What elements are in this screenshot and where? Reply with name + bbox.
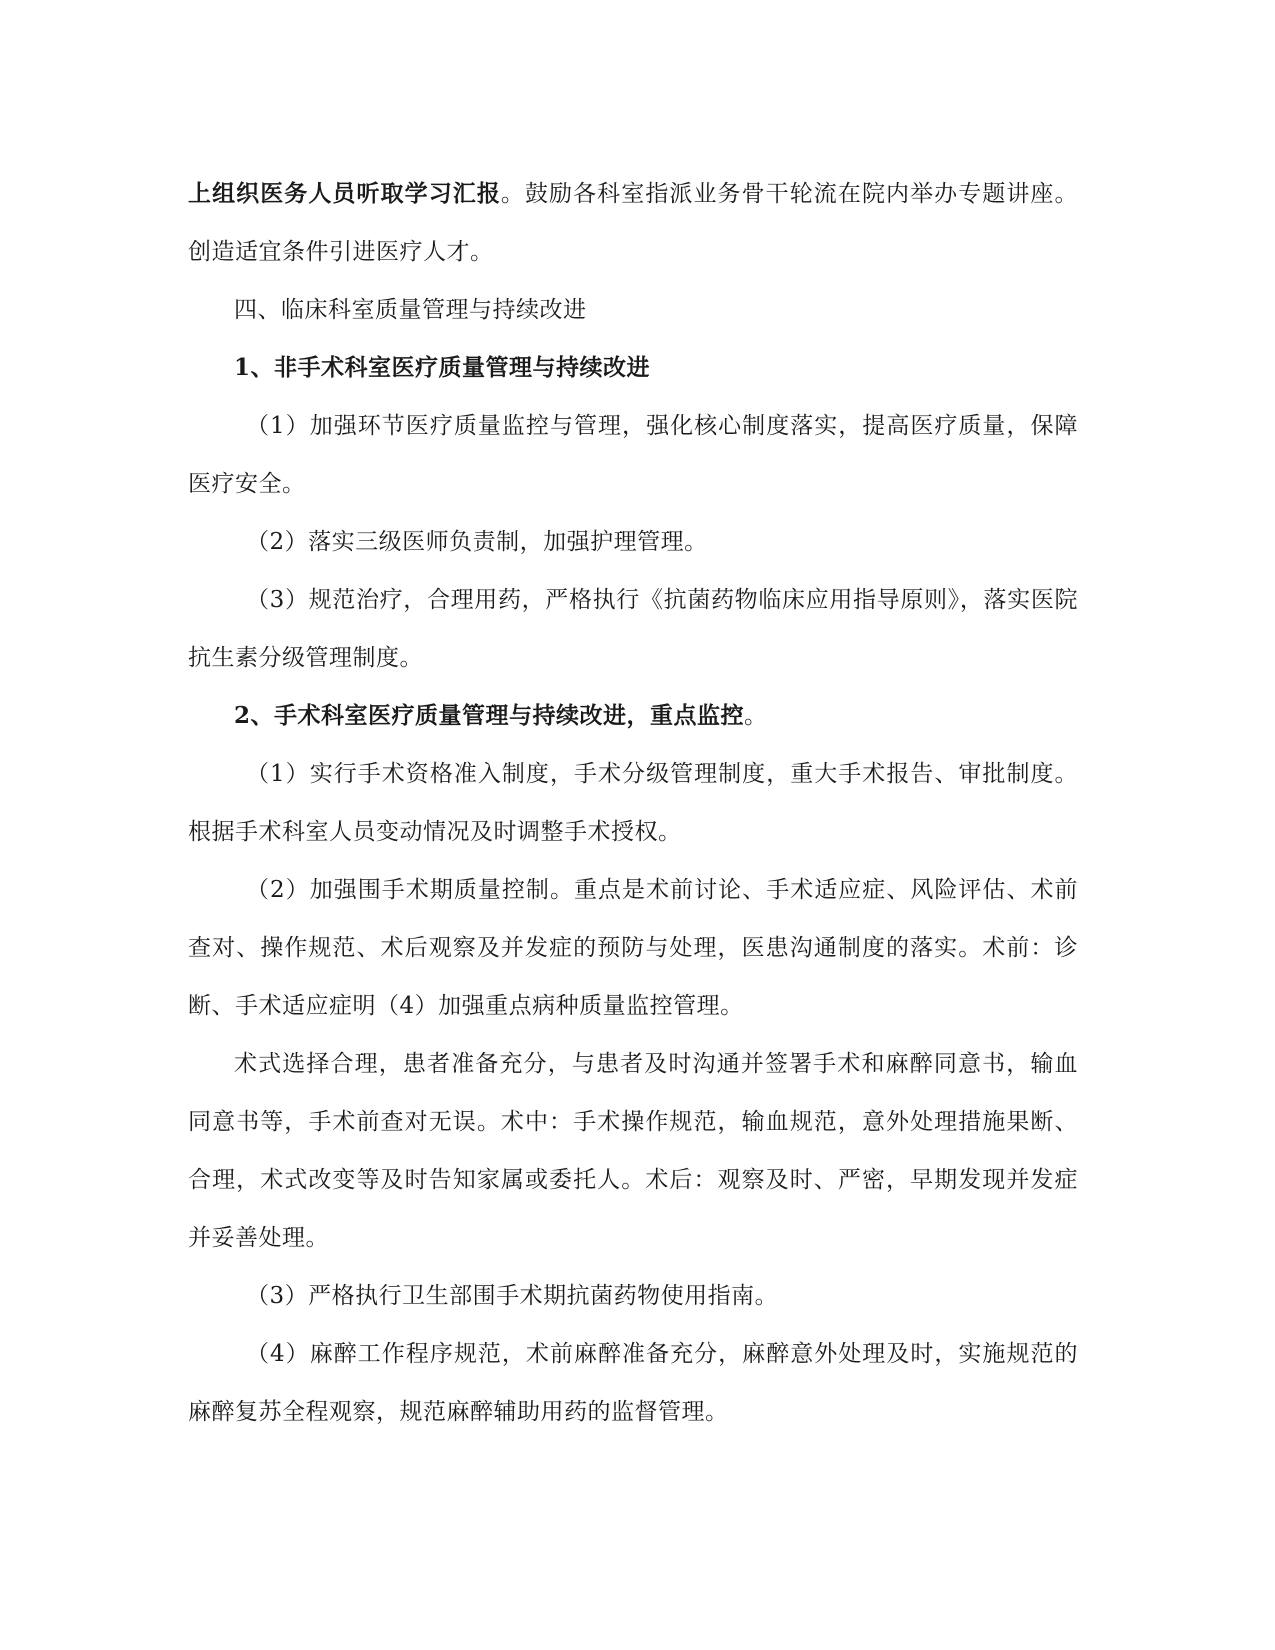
paragraph-text: （1）加强环节医疗质量监控与管理，强化核心制度落实，提高医疗质量，保障医疗安全。: [188, 413, 1078, 497]
paragraph-item-2: [188, 513, 1078, 571]
paragraph-text: 术式选择合理，患者准备充分，与患者及时沟通并签署手术和麻醉同意书，输血同意书等，手术前查对无误。术中：手术操作规范，输血规范，意外处理措施果断、合理，术式改变等及时告知家属或委托人。术后：观察及时、严密，早期发现并发症并妥善处理。: [188, 1051, 1078, 1251]
paragraph-item-3: [188, 571, 1078, 687]
paragraph-text: （1）实行手术资格准入制度，手术分级管理制度，重大手术报告、审批制度。根据手术科室人员变动情况及时调整手术授权。: [188, 761, 1078, 845]
paragraph-text: 。鼓励各科室指派业务骨干轮流在院内举办专题讲座。创造适宜条件引进医疗人才。: [188, 181, 1079, 265]
paragraph-study-report: [188, 165, 1078, 281]
subheading-text: 2、手术科室医疗质量管理与持续改进，重点监控: [234, 702, 745, 729]
paragraph-surgical-item-1: [188, 745, 1078, 861]
paragraph-surgical-item-4: [188, 1325, 1078, 1441]
paragraph-text: （2）落实三级医师负责制，加强护理管理。: [246, 529, 708, 555]
paragraph-text: （3）规范治疗，合理用药，严格执行《抗菌药物临床应用指导原则》，落实医院抗生素分级管理制度。: [188, 587, 1078, 671]
subheading-non-surgical: [188, 339, 1078, 397]
paragraph-surgical-item-3: [188, 1267, 1078, 1325]
paragraph-surgical-procedure: [188, 1035, 1078, 1267]
paragraph-text: （4）麻醉工作程序规范，术前麻醉准备充分，麻醉意外处理及时，实施规范的麻醉复苏全程观察，规范麻醉辅助用药的监督管理。: [188, 1341, 1078, 1425]
paragraph-item-1: [188, 397, 1078, 513]
paragraph-text: （3）严格执行卫生部围手术期抗菌药物使用指南。: [246, 1283, 779, 1309]
subheading-trailing-punctuation: 。: [744, 703, 768, 729]
section-heading-clinical-quality: [188, 281, 1078, 339]
subheading-surgical: [188, 687, 1078, 745]
subheading-text: 1、非手术科室医疗质量管理与持续改进: [234, 354, 651, 381]
paragraph-surgical-item-2: [188, 861, 1078, 1035]
document-body: [188, 165, 1078, 1441]
paragraph-text: （2）加强围手术期质量控制。重点是术前讨论、手术适应症、风险评估、术前查对、操作规范、术后观察及并发症的预防与处理，医患沟通制度的落实。术前：诊断、手术适应症明（4）加强重点病种质量监控管理。: [188, 877, 1078, 1019]
section-heading-text: 四、临床科室质量管理与持续改进: [234, 297, 587, 323]
paragraph-bold-lead: 上组织医务人员听取学习汇报: [188, 180, 501, 207]
